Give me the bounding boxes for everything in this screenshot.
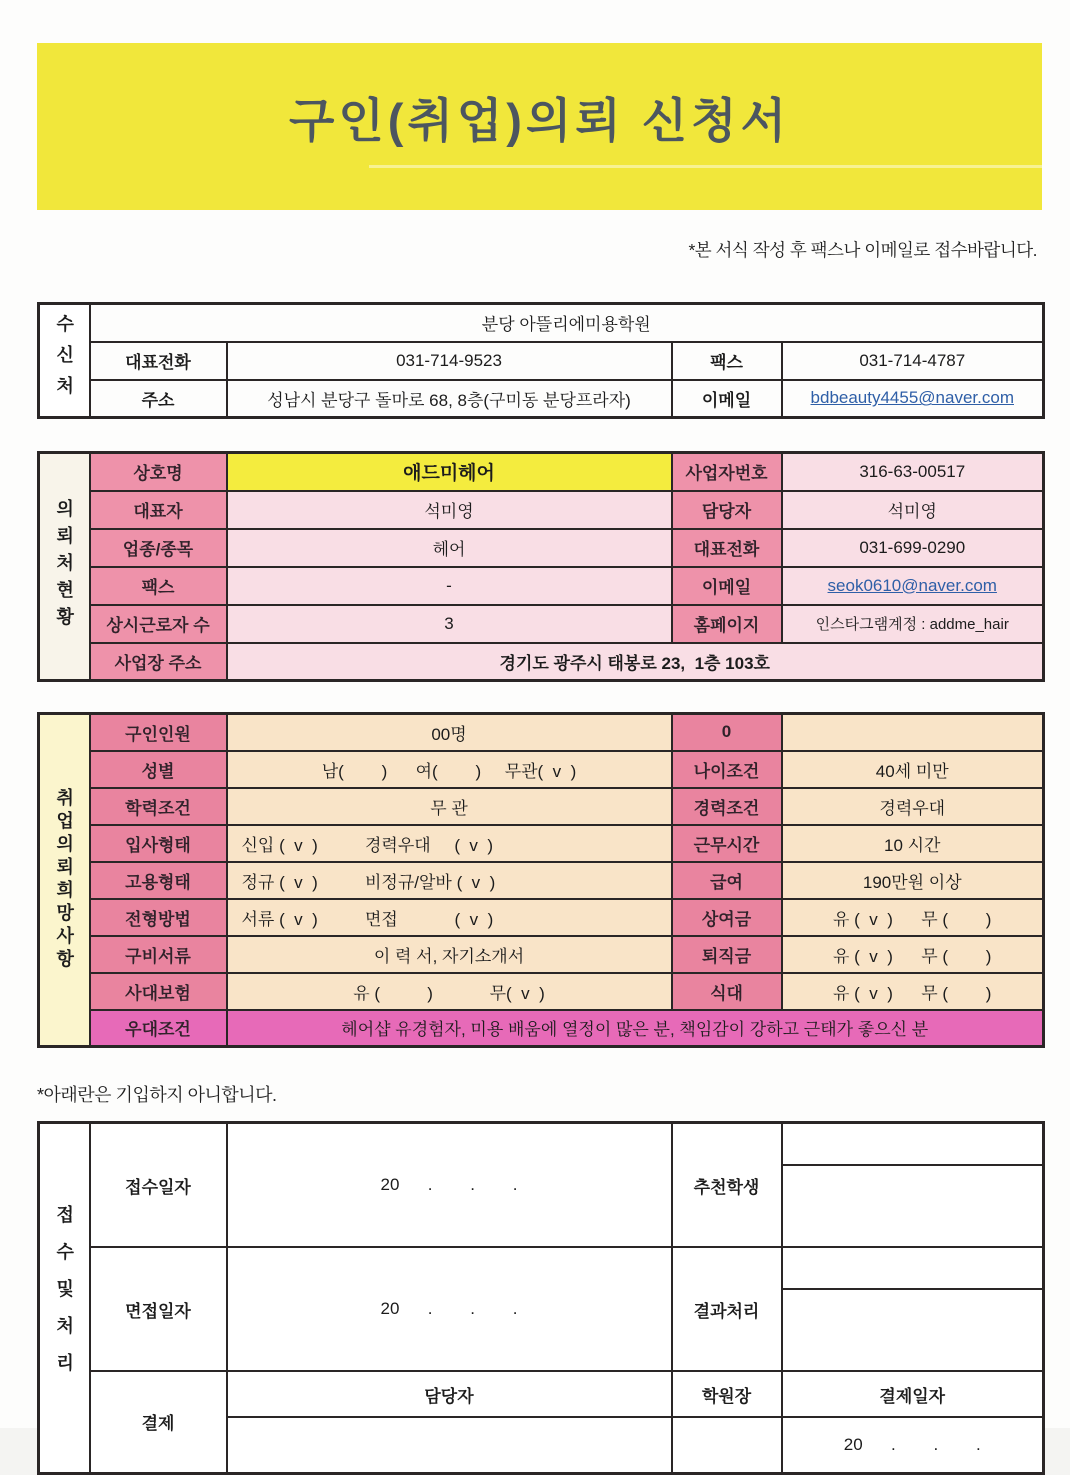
education-label: 학력조건: [90, 788, 227, 825]
table-row: [39, 453, 1044, 491]
table-row: [39, 491, 1044, 529]
result-upper-blank: [783, 1288, 1043, 1290]
selection-method-label: 전형방법: [90, 899, 227, 936]
table-row: [39, 788, 1044, 825]
headcount-label: 구인인원: [90, 714, 227, 751]
table-row: [39, 1371, 1044, 1417]
industry-label: 업종/종목: [90, 529, 227, 567]
ceo-value: 석미영: [227, 491, 672, 529]
table-row: [39, 751, 1044, 788]
entry-type-label: 입사형태: [90, 825, 227, 862]
industry-value: 헤어: [227, 529, 672, 567]
phone-value: 031-714-9523: [227, 342, 672, 380]
client-fax-label: 팩스: [90, 567, 227, 605]
table-row: [39, 1247, 1044, 1371]
shop-name-label: 상호명: [90, 453, 227, 491]
manager-label: 담당자: [227, 1371, 672, 1417]
preferred-conditions-value: 헤어샵 유경험자, 미용 배움에 열정이 많은 분, 책임감이 강하고 근태가 좋으신 분: [227, 1010, 1044, 1047]
business-number-value: 316-63-00517: [782, 453, 1044, 491]
headcount-number: 0: [672, 714, 782, 751]
gender-label: 성별: [90, 751, 227, 788]
phone-label: 대표전화: [90, 342, 227, 380]
client-phone-value: 031-699-0290: [782, 529, 1044, 567]
career-value: 경력우대: [782, 788, 1044, 825]
interview-date-value: 20 . . .: [227, 1247, 672, 1371]
table-row: [39, 1123, 1044, 1248]
employee-count-value: 3: [227, 605, 672, 643]
table-row: [39, 380, 1044, 418]
approval-date-label: 결제일자: [782, 1371, 1044, 1417]
table-row: [39, 936, 1044, 973]
contact-person-value: 석미영: [782, 491, 1044, 529]
fax-value: 031-714-4787: [782, 342, 1044, 380]
submit-instruction-note: *본 서식 작성 후 팩스나 이메일로 접수바랍니다.: [688, 240, 1037, 260]
processing-table: [37, 1121, 1045, 1475]
client-vertical-label: 의뢰처현황: [39, 453, 90, 681]
title-banner: [37, 43, 1042, 210]
employment-type-label: 고용형태: [90, 862, 227, 899]
education-value: 무 관: [227, 788, 672, 825]
address-value: 성남시 분당구 돌마로 68, 8층(구미동 분당프라자): [227, 380, 672, 418]
workplace-address-label: 사업장 주소: [90, 643, 227, 681]
shop-name-value: 애드미헤어: [227, 453, 672, 491]
manager-signature-blank: [227, 1417, 672, 1473]
client-fax-value: -: [227, 567, 672, 605]
director-label: 학원장: [672, 1371, 782, 1417]
recommended-student-label: 추천학생: [672, 1123, 782, 1248]
table-row: [39, 714, 1044, 751]
email-label: 이메일: [672, 380, 782, 418]
table-row: [39, 304, 1044, 342]
academy-name: 분당 아뜰리에미용학원: [90, 304, 1044, 342]
required-docs-label: 구비서류: [90, 936, 227, 973]
homepage-label: 홈페이지: [672, 605, 782, 643]
banner-underline: [369, 165, 1042, 168]
career-label: 경력조건: [672, 788, 782, 825]
recommended-student-upper-blank: [783, 1164, 1043, 1166]
bonus-label: 상여금: [672, 899, 782, 936]
table-row: [39, 605, 1044, 643]
wish-table: [37, 712, 1045, 1048]
table-row: [39, 862, 1044, 899]
recipient-vertical-label: 수신처: [39, 304, 90, 418]
approval-label: 결제: [90, 1371, 227, 1473]
table-row: [39, 899, 1044, 936]
homepage-value: 인스타그램계정 : addme_hair: [782, 605, 1044, 643]
interview-date-label: 면접일자: [90, 1247, 227, 1371]
table-row: [39, 643, 1044, 681]
salary-value: 190만원 이상: [782, 862, 1044, 899]
age-label: 나이조건: [672, 751, 782, 788]
result-handling-cell: [782, 1247, 1044, 1371]
processing-vertical-label: 접수및처리: [39, 1123, 90, 1474]
severance-label: 퇴직금: [672, 936, 782, 973]
recommended-student-cell: [782, 1123, 1044, 1248]
page-title: 구인(취업)의뢰 신청서: [289, 94, 790, 147]
employee-count-label: 상시근로자 수: [90, 605, 227, 643]
age-value: 40세 미만: [782, 751, 1044, 788]
gender-value: 남( ) 여( ) 무관( v ): [227, 751, 672, 788]
recipient-email-link[interactable]: bdbeauty4455@naver.com: [810, 388, 1014, 408]
approval-date-value: 20 . . .: [782, 1417, 1044, 1473]
recipient-table: [37, 302, 1045, 419]
client-table: [37, 451, 1045, 682]
meal-allowance-label: 식대: [672, 973, 782, 1010]
employment-type-value: 정규 ( v ) 비정규/알바 ( v ): [227, 862, 672, 899]
table-row: [39, 973, 1044, 1010]
work-hours-label: 근무시간: [672, 825, 782, 862]
severance-value: 유 ( v ) 무 ( ): [782, 936, 1044, 973]
meal-allowance-value: 유 ( v ) 무 ( ): [782, 973, 1044, 1010]
required-docs-value: 이 력 서, 자기소개서: [227, 936, 672, 973]
table-row: [39, 1010, 1044, 1047]
contact-person-label: 담당자: [672, 491, 782, 529]
selection-method-value: 서류 ( v ) 면접 ( v ): [227, 899, 672, 936]
insurance-label: 사대보험: [90, 973, 227, 1010]
receipt-date-value: 20 . . .: [227, 1123, 672, 1248]
table-row: [39, 529, 1044, 567]
client-email-label: 이메일: [672, 567, 782, 605]
address-label: 주소: [90, 380, 227, 418]
result-handling-label: 결과처리: [672, 1247, 782, 1371]
table-row: [39, 825, 1044, 862]
ceo-label: 대표자: [90, 491, 227, 529]
entry-type-value: 신입 ( v ) 경력우대 ( v ): [227, 825, 672, 862]
bonus-value: 유 ( v ) 무 ( ): [782, 899, 1044, 936]
client-email-link[interactable]: seok0610@naver.com: [827, 575, 997, 595]
do-not-fill-note: *아래란은 기입하지 아니합니다.: [37, 1085, 277, 1105]
client-phone-label: 대표전화: [672, 529, 782, 567]
director-signature-blank: [672, 1417, 782, 1473]
wish-vertical-label: 취업의뢰희망사항: [39, 714, 90, 1047]
headcount-extra: [782, 714, 1044, 751]
table-row: [39, 342, 1044, 380]
business-number-label: 사업자번호: [672, 453, 782, 491]
work-hours-value: 10 시간: [782, 825, 1044, 862]
receipt-date-label: 접수일자: [90, 1123, 227, 1248]
workplace-address-value: 경기도 광주시 태봉로 23, 1층 103호: [227, 643, 1044, 681]
insurance-value: 유 ( ) 무( v ): [227, 973, 672, 1010]
preferred-conditions-label: 우대조건: [90, 1010, 227, 1047]
table-row: [39, 567, 1044, 605]
salary-label: 급여: [672, 862, 782, 899]
headcount-value: 00명: [227, 714, 672, 751]
fax-label: 팩스: [672, 342, 782, 380]
